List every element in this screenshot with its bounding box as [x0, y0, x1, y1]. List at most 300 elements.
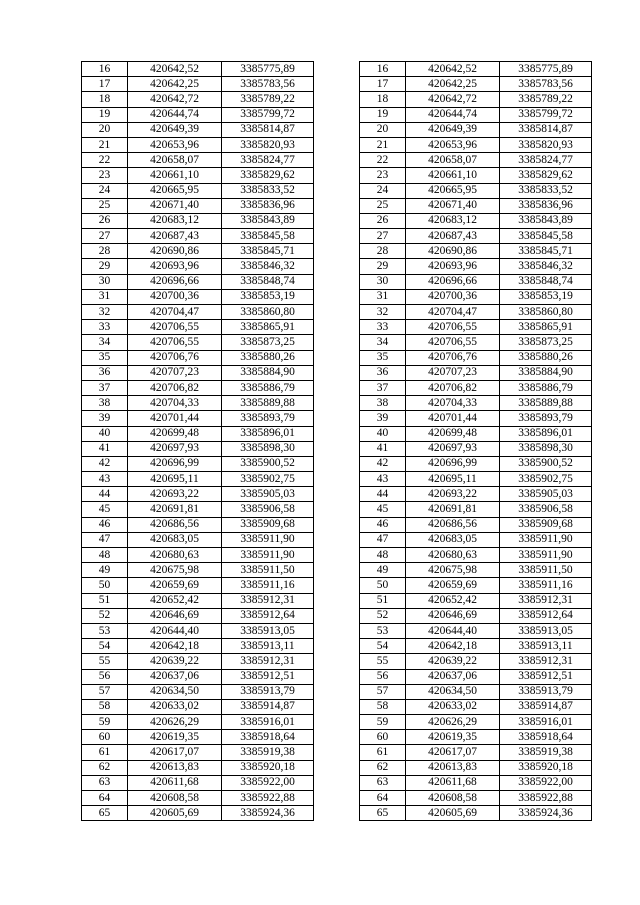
left-point-number-cell: 28	[82, 244, 128, 259]
left-point-number-cell: 60	[82, 730, 128, 745]
left-point-number-cell: 51	[82, 593, 128, 608]
right-point-number-cell: 26	[360, 213, 406, 228]
right-x-coordinate-cell: 420683,12	[406, 213, 500, 228]
left-point-number-cell: 40	[82, 426, 128, 441]
right-y-coordinate-cell: 3385902,75	[500, 472, 592, 487]
table-row	[82, 183, 592, 198]
left-x-coordinate-cell: 420659,69	[128, 578, 222, 593]
left-y-coordinate-cell: 3385909,68	[222, 517, 314, 532]
column-gap	[314, 183, 360, 198]
left-point-number-cell: 26	[82, 213, 128, 228]
left-point-number-cell: 52	[82, 608, 128, 623]
column-gap	[314, 122, 360, 137]
table-row	[82, 229, 592, 244]
left-x-coordinate-cell: 420683,05	[128, 532, 222, 547]
left-y-coordinate-cell: 3385919,38	[222, 745, 314, 760]
left-point-number-cell: 20	[82, 122, 128, 137]
right-x-coordinate-cell: 420634,50	[406, 684, 500, 699]
right-point-number-cell: 35	[360, 350, 406, 365]
left-x-coordinate-cell: 420675,98	[128, 563, 222, 578]
table-row	[82, 623, 592, 638]
left-y-coordinate-cell: 3385902,75	[222, 472, 314, 487]
right-x-coordinate-cell: 420658,07	[406, 153, 500, 168]
right-y-coordinate-cell: 3385886,79	[500, 380, 592, 395]
left-y-coordinate-cell: 3385898,30	[222, 441, 314, 456]
table-row	[82, 472, 592, 487]
left-y-coordinate-cell: 3385920,18	[222, 760, 314, 775]
right-y-coordinate-cell: 3385783,56	[500, 77, 592, 92]
left-y-coordinate-cell: 3385912,31	[222, 654, 314, 669]
left-point-number-cell: 21	[82, 137, 128, 152]
table-row	[82, 153, 592, 168]
right-y-coordinate-cell: 3385919,38	[500, 745, 592, 760]
right-y-coordinate-cell: 3385846,32	[500, 259, 592, 274]
table-row	[82, 791, 592, 806]
table-row	[82, 305, 592, 320]
right-x-coordinate-cell: 420642,18	[406, 639, 500, 654]
left-y-coordinate-cell: 3385775,89	[222, 62, 314, 77]
left-point-number-cell: 30	[82, 274, 128, 289]
table-row	[82, 730, 592, 745]
right-point-number-cell: 63	[360, 775, 406, 790]
left-point-number-cell: 58	[82, 699, 128, 714]
left-y-coordinate-cell: 3385918,64	[222, 730, 314, 745]
column-gap	[314, 791, 360, 806]
right-point-number-cell: 41	[360, 441, 406, 456]
left-y-coordinate-cell: 3385853,19	[222, 289, 314, 304]
left-point-number-cell: 27	[82, 229, 128, 244]
right-x-coordinate-cell: 420683,05	[406, 532, 500, 547]
left-x-coordinate-cell: 420695,11	[128, 472, 222, 487]
right-y-coordinate-cell: 3385911,90	[500, 532, 592, 547]
column-gap	[314, 198, 360, 213]
right-point-number-cell: 17	[360, 77, 406, 92]
left-y-coordinate-cell: 3385913,05	[222, 623, 314, 638]
table-row	[82, 502, 592, 517]
right-point-number-cell: 29	[360, 259, 406, 274]
right-point-number-cell: 23	[360, 168, 406, 183]
table-row	[82, 775, 592, 790]
right-x-coordinate-cell: 420693,22	[406, 487, 500, 502]
right-x-coordinate-cell: 420665,95	[406, 183, 500, 198]
right-y-coordinate-cell: 3385912,64	[500, 608, 592, 623]
left-x-coordinate-cell: 420613,83	[128, 760, 222, 775]
right-x-coordinate-cell: 420696,66	[406, 274, 500, 289]
left-point-number-cell: 16	[82, 62, 128, 77]
right-y-coordinate-cell: 3385775,89	[500, 62, 592, 77]
left-y-coordinate-cell: 3385886,79	[222, 380, 314, 395]
left-y-coordinate-cell: 3385911,16	[222, 578, 314, 593]
column-gap	[314, 411, 360, 426]
coordinates-table-body	[82, 62, 592, 821]
right-x-coordinate-cell: 420659,69	[406, 578, 500, 593]
table-row	[82, 396, 592, 411]
column-gap	[314, 578, 360, 593]
left-x-coordinate-cell: 420639,22	[128, 654, 222, 669]
right-y-coordinate-cell: 3385911,90	[500, 548, 592, 563]
column-gap	[314, 153, 360, 168]
column-gap	[314, 213, 360, 228]
right-point-number-cell: 25	[360, 198, 406, 213]
right-y-coordinate-cell: 3385912,31	[500, 654, 592, 669]
column-gap	[314, 305, 360, 320]
left-x-coordinate-cell: 420693,22	[128, 487, 222, 502]
column-gap	[314, 62, 360, 77]
left-y-coordinate-cell: 3385911,90	[222, 532, 314, 547]
table-row	[82, 168, 592, 183]
right-x-coordinate-cell: 420704,33	[406, 396, 500, 411]
table-row	[82, 380, 592, 395]
left-point-number-cell: 61	[82, 745, 128, 760]
column-gap	[314, 623, 360, 638]
table-row	[82, 107, 592, 122]
left-y-coordinate-cell: 3385880,26	[222, 350, 314, 365]
right-y-coordinate-cell: 3385820,93	[500, 137, 592, 152]
right-y-coordinate-cell: 3385799,72	[500, 107, 592, 122]
right-x-coordinate-cell: 420644,40	[406, 623, 500, 638]
table-row	[82, 244, 592, 259]
column-gap	[314, 745, 360, 760]
column-gap	[314, 760, 360, 775]
right-y-coordinate-cell: 3385845,58	[500, 229, 592, 244]
left-y-coordinate-cell: 3385848,74	[222, 274, 314, 289]
left-y-coordinate-cell: 3385889,88	[222, 396, 314, 411]
column-gap	[314, 396, 360, 411]
right-y-coordinate-cell: 3385906,58	[500, 502, 592, 517]
column-gap	[314, 137, 360, 152]
right-point-number-cell: 20	[360, 122, 406, 137]
left-x-coordinate-cell: 420706,55	[128, 320, 222, 335]
left-x-coordinate-cell: 420642,52	[128, 62, 222, 77]
right-y-coordinate-cell: 3385913,11	[500, 639, 592, 654]
left-y-coordinate-cell: 3385799,72	[222, 107, 314, 122]
left-x-coordinate-cell: 420706,76	[128, 350, 222, 365]
right-point-number-cell: 50	[360, 578, 406, 593]
column-gap	[314, 168, 360, 183]
table-row	[82, 213, 592, 228]
left-y-coordinate-cell: 3385900,52	[222, 456, 314, 471]
left-x-coordinate-cell: 420633,02	[128, 699, 222, 714]
right-y-coordinate-cell: 3385909,68	[500, 517, 592, 532]
left-y-coordinate-cell: 3385922,88	[222, 791, 314, 806]
table-row	[82, 639, 592, 654]
column-gap	[314, 456, 360, 471]
left-y-coordinate-cell: 3385922,00	[222, 775, 314, 790]
right-y-coordinate-cell: 3385889,88	[500, 396, 592, 411]
left-y-coordinate-cell: 3385846,32	[222, 259, 314, 274]
right-x-coordinate-cell: 420642,52	[406, 62, 500, 77]
left-x-coordinate-cell: 420642,25	[128, 77, 222, 92]
left-x-coordinate-cell: 420696,66	[128, 274, 222, 289]
left-x-coordinate-cell: 420706,82	[128, 380, 222, 395]
right-x-coordinate-cell: 420633,02	[406, 699, 500, 714]
left-point-number-cell: 23	[82, 168, 128, 183]
right-x-coordinate-cell: 420700,36	[406, 289, 500, 304]
left-x-coordinate-cell: 420642,72	[128, 92, 222, 107]
right-x-coordinate-cell: 420693,96	[406, 259, 500, 274]
right-point-number-cell: 21	[360, 137, 406, 152]
right-y-coordinate-cell: 3385898,30	[500, 441, 592, 456]
right-y-coordinate-cell: 3385824,77	[500, 153, 592, 168]
column-gap	[314, 350, 360, 365]
left-point-number-cell: 62	[82, 760, 128, 775]
right-point-number-cell: 57	[360, 684, 406, 699]
left-y-coordinate-cell: 3385843,89	[222, 213, 314, 228]
left-y-coordinate-cell: 3385789,22	[222, 92, 314, 107]
left-point-number-cell: 46	[82, 517, 128, 532]
table-row	[82, 578, 592, 593]
table-row	[82, 122, 592, 137]
table-row	[82, 699, 592, 714]
left-point-number-cell: 43	[82, 472, 128, 487]
right-y-coordinate-cell: 3385833,52	[500, 183, 592, 198]
right-point-number-cell: 52	[360, 608, 406, 623]
table-row	[82, 563, 592, 578]
right-x-coordinate-cell: 420699,48	[406, 426, 500, 441]
left-x-coordinate-cell: 420686,56	[128, 517, 222, 532]
right-y-coordinate-cell: 3385880,26	[500, 350, 592, 365]
left-x-coordinate-cell: 420642,18	[128, 639, 222, 654]
left-x-coordinate-cell: 420626,29	[128, 715, 222, 730]
coordinates-table	[81, 61, 592, 821]
column-gap	[314, 699, 360, 714]
left-y-coordinate-cell: 3385896,01	[222, 426, 314, 441]
left-point-number-cell: 55	[82, 654, 128, 669]
right-y-coordinate-cell: 3385905,03	[500, 487, 592, 502]
table-row	[82, 335, 592, 350]
right-x-coordinate-cell: 420644,74	[406, 107, 500, 122]
column-gap	[314, 502, 360, 517]
left-point-number-cell: 63	[82, 775, 128, 790]
table-row	[82, 456, 592, 471]
left-x-coordinate-cell: 420634,50	[128, 684, 222, 699]
right-x-coordinate-cell: 420697,93	[406, 441, 500, 456]
left-y-coordinate-cell: 3385814,87	[222, 122, 314, 137]
right-y-coordinate-cell: 3385913,79	[500, 684, 592, 699]
left-y-coordinate-cell: 3385833,52	[222, 183, 314, 198]
left-point-number-cell: 65	[82, 806, 128, 821]
right-x-coordinate-cell: 420642,25	[406, 77, 500, 92]
left-x-coordinate-cell: 420696,99	[128, 456, 222, 471]
right-point-number-cell: 38	[360, 396, 406, 411]
right-x-coordinate-cell: 420619,35	[406, 730, 500, 745]
right-point-number-cell: 45	[360, 502, 406, 517]
right-y-coordinate-cell: 3385836,96	[500, 198, 592, 213]
column-gap	[314, 608, 360, 623]
right-x-coordinate-cell: 420691,81	[406, 502, 500, 517]
right-x-coordinate-cell: 420704,47	[406, 305, 500, 320]
right-x-coordinate-cell: 420613,83	[406, 760, 500, 775]
right-y-coordinate-cell: 3385916,01	[500, 715, 592, 730]
table-row	[82, 62, 592, 77]
column-gap	[314, 365, 360, 380]
column-gap	[314, 593, 360, 608]
left-x-coordinate-cell: 420658,07	[128, 153, 222, 168]
right-y-coordinate-cell: 3385884,90	[500, 365, 592, 380]
left-x-coordinate-cell: 420665,95	[128, 183, 222, 198]
right-y-coordinate-cell: 3385860,80	[500, 305, 592, 320]
left-y-coordinate-cell: 3385884,90	[222, 365, 314, 380]
left-x-coordinate-cell: 420611,68	[128, 775, 222, 790]
right-x-coordinate-cell: 420706,82	[406, 380, 500, 395]
left-x-coordinate-cell: 420700,36	[128, 289, 222, 304]
left-point-number-cell: 24	[82, 183, 128, 198]
column-gap	[314, 730, 360, 745]
right-y-coordinate-cell: 3385913,05	[500, 623, 592, 638]
right-point-number-cell: 32	[360, 305, 406, 320]
left-point-number-cell: 31	[82, 289, 128, 304]
column-gap	[314, 107, 360, 122]
left-y-coordinate-cell: 3385912,64	[222, 608, 314, 623]
right-y-coordinate-cell: 3385853,19	[500, 289, 592, 304]
left-point-number-cell: 50	[82, 578, 128, 593]
right-y-coordinate-cell: 3385843,89	[500, 213, 592, 228]
right-point-number-cell: 56	[360, 669, 406, 684]
left-point-number-cell: 56	[82, 669, 128, 684]
column-gap	[314, 517, 360, 532]
left-y-coordinate-cell: 3385916,01	[222, 715, 314, 730]
left-x-coordinate-cell: 420701,44	[128, 411, 222, 426]
left-point-number-cell: 49	[82, 563, 128, 578]
left-point-number-cell: 54	[82, 639, 128, 654]
right-x-coordinate-cell: 420605,69	[406, 806, 500, 821]
right-point-number-cell: 24	[360, 183, 406, 198]
right-point-number-cell: 51	[360, 593, 406, 608]
table-row	[82, 487, 592, 502]
right-y-coordinate-cell: 3385893,79	[500, 411, 592, 426]
left-x-coordinate-cell: 420706,55	[128, 335, 222, 350]
right-point-number-cell: 34	[360, 335, 406, 350]
column-gap	[314, 229, 360, 244]
table-row	[82, 441, 592, 456]
right-point-number-cell: 64	[360, 791, 406, 806]
column-gap	[314, 259, 360, 274]
right-x-coordinate-cell: 420608,58	[406, 791, 500, 806]
left-point-number-cell: 37	[82, 380, 128, 395]
left-x-coordinate-cell: 420617,07	[128, 745, 222, 760]
left-x-coordinate-cell: 420653,96	[128, 137, 222, 152]
right-point-number-cell: 28	[360, 244, 406, 259]
left-x-coordinate-cell: 420661,10	[128, 168, 222, 183]
left-point-number-cell: 47	[82, 532, 128, 547]
column-gap	[314, 684, 360, 699]
right-point-number-cell: 62	[360, 760, 406, 775]
right-x-coordinate-cell: 420611,68	[406, 775, 500, 790]
right-x-coordinate-cell: 420617,07	[406, 745, 500, 760]
left-point-number-cell: 22	[82, 153, 128, 168]
column-gap	[314, 472, 360, 487]
column-gap	[314, 289, 360, 304]
right-point-number-cell: 18	[360, 92, 406, 107]
left-x-coordinate-cell: 420608,58	[128, 791, 222, 806]
right-x-coordinate-cell: 420696,99	[406, 456, 500, 471]
column-gap	[314, 77, 360, 92]
right-y-coordinate-cell: 3385912,31	[500, 593, 592, 608]
left-point-number-cell: 17	[82, 77, 128, 92]
right-y-coordinate-cell: 3385911,50	[500, 563, 592, 578]
table-row	[82, 365, 592, 380]
table-row	[82, 426, 592, 441]
column-gap	[314, 639, 360, 654]
column-gap	[314, 669, 360, 684]
column-gap	[314, 806, 360, 821]
table-row	[82, 77, 592, 92]
left-point-number-cell: 34	[82, 335, 128, 350]
left-x-coordinate-cell: 420704,33	[128, 396, 222, 411]
right-point-number-cell: 53	[360, 623, 406, 638]
left-y-coordinate-cell: 3385911,90	[222, 548, 314, 563]
right-x-coordinate-cell: 420626,29	[406, 715, 500, 730]
right-x-coordinate-cell: 420642,72	[406, 92, 500, 107]
left-y-coordinate-cell: 3385829,62	[222, 168, 314, 183]
right-point-number-cell: 27	[360, 229, 406, 244]
left-point-number-cell: 18	[82, 92, 128, 107]
right-point-number-cell: 30	[360, 274, 406, 289]
column-gap	[314, 335, 360, 350]
right-point-number-cell: 60	[360, 730, 406, 745]
right-y-coordinate-cell: 3385922,00	[500, 775, 592, 790]
right-y-coordinate-cell: 3385848,74	[500, 274, 592, 289]
column-gap	[314, 244, 360, 259]
right-x-coordinate-cell: 420637,06	[406, 669, 500, 684]
right-x-coordinate-cell: 420675,98	[406, 563, 500, 578]
left-x-coordinate-cell: 420697,93	[128, 441, 222, 456]
right-x-coordinate-cell: 420649,39	[406, 122, 500, 137]
right-x-coordinate-cell: 420706,55	[406, 320, 500, 335]
left-x-coordinate-cell: 420649,39	[128, 122, 222, 137]
left-y-coordinate-cell: 3385893,79	[222, 411, 314, 426]
right-point-number-cell: 40	[360, 426, 406, 441]
right-x-coordinate-cell: 420687,43	[406, 229, 500, 244]
left-y-coordinate-cell: 3385924,36	[222, 806, 314, 821]
table-row	[82, 411, 592, 426]
left-y-coordinate-cell: 3385911,50	[222, 563, 314, 578]
column-gap	[314, 715, 360, 730]
table-row	[82, 350, 592, 365]
table-row	[82, 532, 592, 547]
left-x-coordinate-cell: 420691,81	[128, 502, 222, 517]
right-x-coordinate-cell: 420706,55	[406, 335, 500, 350]
right-y-coordinate-cell: 3385918,64	[500, 730, 592, 745]
left-x-coordinate-cell: 420644,40	[128, 623, 222, 638]
column-gap	[314, 532, 360, 547]
left-y-coordinate-cell: 3385824,77	[222, 153, 314, 168]
right-x-coordinate-cell: 420706,76	[406, 350, 500, 365]
left-y-coordinate-cell: 3385845,71	[222, 244, 314, 259]
left-y-coordinate-cell: 3385906,58	[222, 502, 314, 517]
right-point-number-cell: 55	[360, 654, 406, 669]
right-point-number-cell: 16	[360, 62, 406, 77]
right-x-coordinate-cell: 420652,42	[406, 593, 500, 608]
table-row	[82, 274, 592, 289]
right-y-coordinate-cell: 3385911,16	[500, 578, 592, 593]
table-row	[82, 608, 592, 623]
right-y-coordinate-cell: 3385900,52	[500, 456, 592, 471]
left-point-number-cell: 36	[82, 365, 128, 380]
table-row	[82, 669, 592, 684]
table-row	[82, 137, 592, 152]
left-y-coordinate-cell: 3385860,80	[222, 305, 314, 320]
table-row	[82, 593, 592, 608]
left-x-coordinate-cell: 420690,86	[128, 244, 222, 259]
right-y-coordinate-cell: 3385873,25	[500, 335, 592, 350]
left-x-coordinate-cell: 420644,74	[128, 107, 222, 122]
right-x-coordinate-cell: 420686,56	[406, 517, 500, 532]
left-x-coordinate-cell: 420687,43	[128, 229, 222, 244]
right-point-number-cell: 31	[360, 289, 406, 304]
left-point-number-cell: 32	[82, 305, 128, 320]
right-point-number-cell: 49	[360, 563, 406, 578]
